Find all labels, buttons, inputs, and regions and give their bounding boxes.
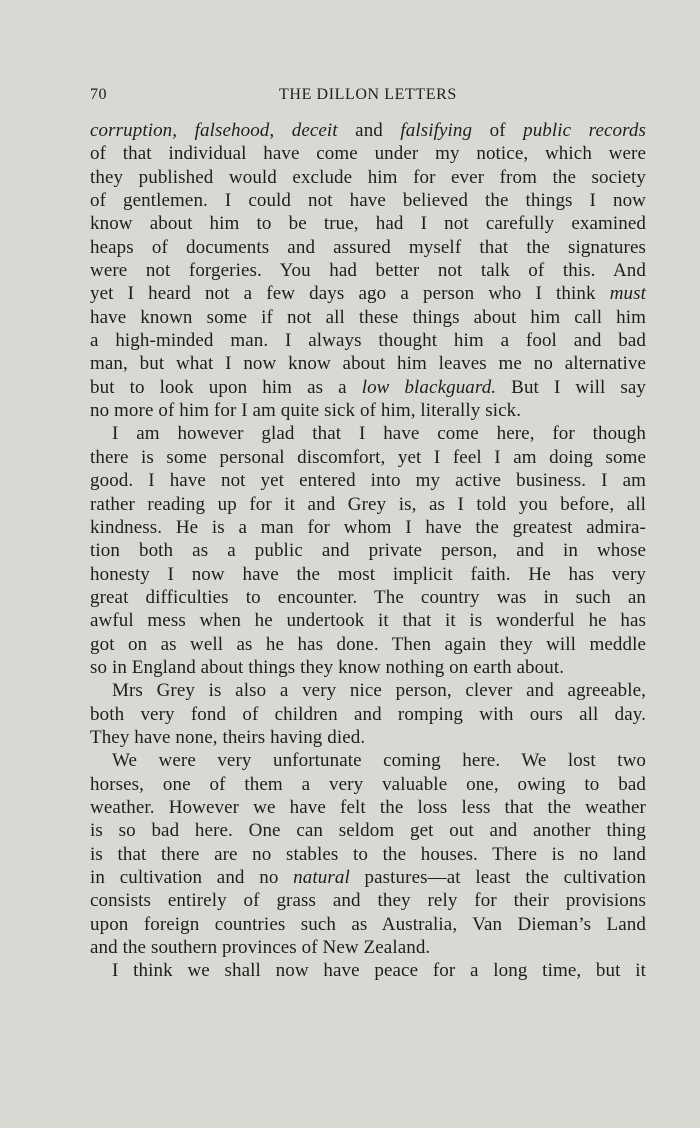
text-line	[90, 913, 646, 936]
text-line	[90, 539, 646, 562]
text-line	[90, 936, 646, 959]
text-run: I think we shall now have peace for a long time, but it	[112, 960, 646, 982]
text-run: they published would exclude him for ever from the society	[90, 166, 646, 188]
text-line	[90, 656, 646, 679]
text-line	[90, 166, 646, 189]
text-run: yet I heard not a few days ago a person who I think	[90, 283, 610, 305]
text-run: Mrs Grey is also a very nice person, clever and agreeable,	[112, 680, 646, 702]
text-run: We were very unfortunate coming here. We lost two	[112, 750, 646, 772]
text-line	[90, 843, 646, 866]
text-line	[90, 819, 646, 842]
text-run: and	[337, 120, 401, 141]
text-run: horses, one of them a very valuable one, owing to bad	[90, 773, 646, 795]
text-line	[90, 679, 646, 702]
text-run: tion both as a public and private person, and in whose	[90, 540, 646, 562]
text-line	[90, 446, 646, 469]
text-run: no more of him for I am quite sick of him, literally sick.	[90, 400, 522, 422]
text-run: great difficulties to encounter. The country was in such an	[90, 586, 646, 608]
text-line	[90, 609, 646, 632]
text-line	[90, 399, 646, 422]
text-run: both very fond of children and romping with ours all day.	[90, 703, 646, 725]
italic-text: must	[609, 283, 646, 305]
text-line	[90, 469, 646, 492]
text-run: But I will say	[496, 376, 646, 398]
text-line	[90, 259, 646, 282]
text-line	[90, 236, 646, 259]
text-line	[90, 493, 646, 516]
text-run: know about him to be true, had I not carefully examined	[90, 213, 646, 235]
text-run: heaps of documents and assured myself that the signatures	[90, 236, 646, 258]
text-line	[90, 586, 646, 609]
text-run: so in England about things they know nothing on earth about.	[90, 656, 565, 678]
text-run: got on as well as he has done. Then again they will meddle	[90, 633, 646, 655]
text-run: honesty I now have the most implicit faith. He has very	[90, 563, 646, 585]
text-line	[90, 563, 646, 586]
text-run: awful mess when he undertook it that it is wonderful he has	[90, 610, 646, 632]
text-line	[90, 889, 646, 912]
body-text	[90, 119, 646, 983]
text-run: is so bad here. One can seldom get out and another thing	[90, 820, 646, 842]
text-run: They have none, theirs having died.	[90, 726, 366, 748]
text-line	[90, 773, 646, 796]
text-run: weather. However we have felt the loss less that the weather	[90, 796, 646, 818]
text-run: of	[472, 120, 524, 141]
text-line	[90, 633, 646, 656]
text-line	[90, 422, 646, 445]
text-line	[90, 866, 646, 889]
text-line	[90, 726, 646, 749]
text-run: but to look upon him as a	[90, 376, 362, 398]
text-run: is that there are no stables to the houses. There is no land	[90, 843, 646, 865]
text-run: and the southern provinces of New Zealand.	[90, 937, 431, 959]
text-run: have known some if not all these things about him call him	[90, 306, 646, 328]
text-line	[90, 749, 646, 772]
text-line	[90, 329, 646, 352]
text-run: rather reading up for it and Grey is, as I told you before, all	[90, 493, 646, 515]
text-run: I am however glad that I have come here, for though	[112, 423, 646, 445]
running-title: THE DILLON LETTERS	[279, 86, 457, 103]
italic-text: falsifying	[400, 120, 473, 141]
text-run: kindness. He is a man for whom I have the greatest admira-	[90, 516, 646, 538]
text-line	[90, 119, 646, 142]
text-line	[90, 703, 646, 726]
text-run: consists entirely of grass and they rely for their provisions	[90, 890, 646, 912]
text-run: pastures—at least the cultivation	[349, 867, 646, 888]
text-line	[90, 796, 646, 819]
italic-text: low blackguard.	[361, 376, 497, 398]
text-run: good. I have not yet entered into my active business. I am	[90, 470, 646, 492]
text-line	[90, 212, 646, 235]
text-run: in cultivation and no	[90, 867, 294, 888]
page-number: 70	[90, 86, 107, 103]
text-line	[90, 352, 646, 375]
text-line	[90, 282, 646, 305]
text-run: were not forgeries. You had better not talk of this. And	[90, 260, 646, 282]
text-line	[90, 959, 646, 982]
text-run: a high-minded man. I always thought him a fool and bad	[90, 330, 646, 352]
text-run: man, but what I now know about him leaves me no alternative	[90, 353, 646, 375]
text-line	[90, 306, 646, 329]
text-run: of that individual have come under my notice, which were	[90, 143, 646, 165]
italic-text: corruption, falsehood, deceit	[90, 120, 338, 141]
text-run: there is some personal discomfort, yet I feel I am doing some	[90, 446, 646, 468]
text-line	[90, 142, 646, 165]
italic-text: natural	[293, 867, 350, 888]
italic-text: public records	[523, 120, 647, 141]
text-line	[90, 376, 646, 399]
text-run: upon foreign countries such as Australia, Van Dieman’s Land	[90, 913, 646, 935]
running-head	[90, 86, 646, 108]
text-run: of gentlemen. I could not have believed the things I now	[90, 190, 646, 212]
text-line	[90, 516, 646, 539]
text-line	[90, 189, 646, 212]
